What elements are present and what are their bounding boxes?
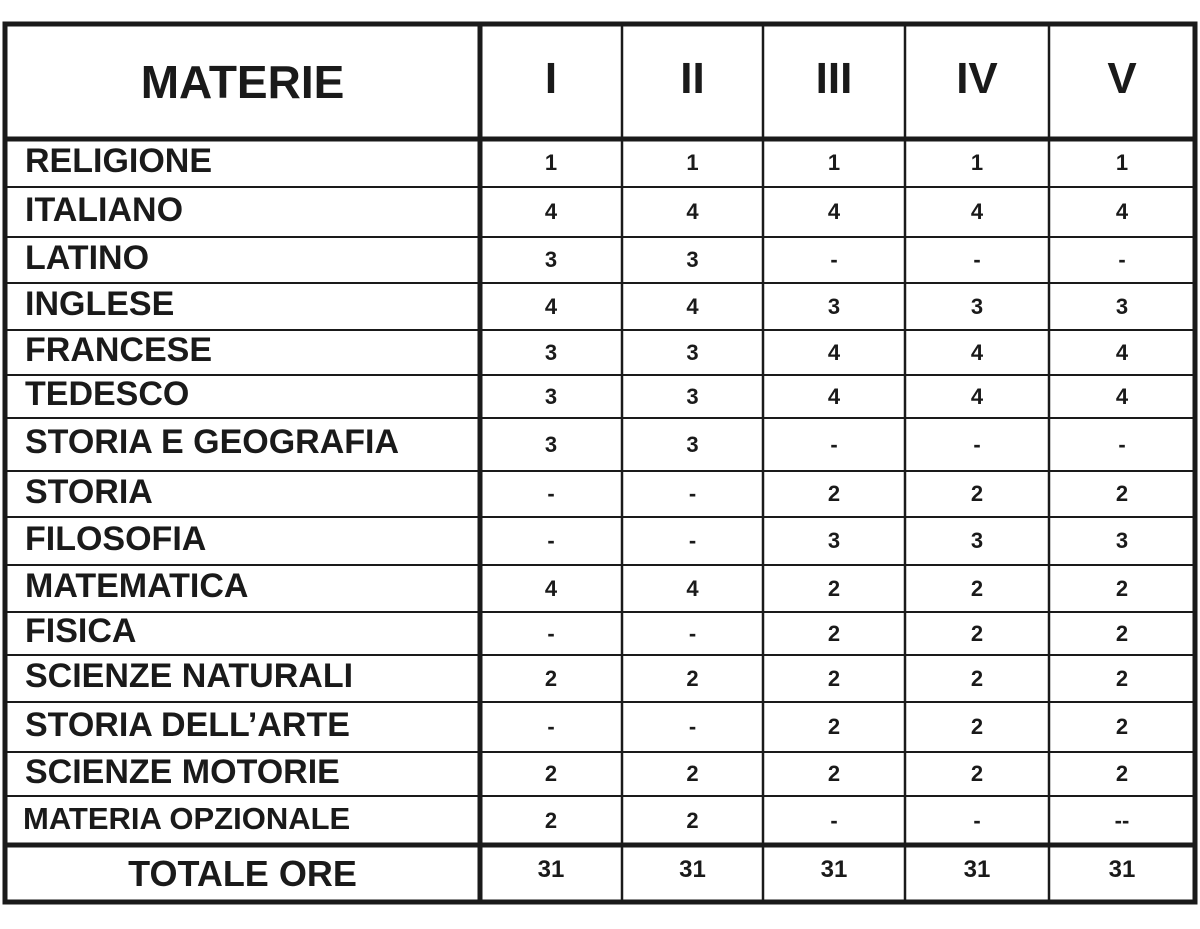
hours-cell: 2 <box>1115 481 1129 506</box>
subject-cell: ITALIANO <box>25 190 184 229</box>
subject-cell: STORIA DELL’ARTE <box>25 705 350 744</box>
hours-cell: 3 <box>544 383 558 409</box>
hours-cell: 2 <box>827 665 841 691</box>
hours-cell: 4 <box>970 383 984 409</box>
hours-cell: 2 <box>970 620 984 646</box>
hours-cell: 2 <box>827 714 841 739</box>
hours-cell: 2 <box>827 481 841 506</box>
hours-cell: - <box>973 431 981 457</box>
hours-cell: 4 <box>970 199 984 224</box>
hours-cell: 4 <box>544 575 558 601</box>
hours-cell: 1 <box>686 150 699 175</box>
hours-cell: 2 <box>1115 620 1129 646</box>
total-cell: 31 <box>537 855 565 883</box>
subject-cell: SCIENZE MOTORIE <box>25 752 340 791</box>
hours-cell: 4 <box>827 339 841 365</box>
hours-cell: 4 <box>686 293 699 319</box>
hours-cell: 2 <box>970 665 984 691</box>
hours-cell: 2 <box>827 761 841 786</box>
hours-cell: 3 <box>686 431 699 457</box>
hours-cell: 1 <box>1115 150 1129 175</box>
hours-cell: 2 <box>1115 665 1129 691</box>
hours-cell: 3 <box>827 293 841 319</box>
subject-cell: FRANCESE <box>25 331 213 369</box>
subject-cell: MATERIA OPZIONALE <box>23 800 351 836</box>
hours-cell: - <box>973 807 981 833</box>
hours-cell: - <box>547 528 555 553</box>
hours-cell: 2 <box>1115 714 1129 739</box>
hours-cell: 4 <box>686 575 699 601</box>
hours-cell: 3 <box>686 339 699 365</box>
hours-cell: - <box>688 620 697 646</box>
header-year: IV <box>956 53 998 103</box>
hours-cell: 2 <box>970 714 984 739</box>
hours-cell: - <box>1118 247 1126 272</box>
total-label: TOTALE ORE <box>128 852 357 894</box>
subject-cell: STORIA E GEOGRAFIA <box>25 423 400 461</box>
subject-cell: INGLESE <box>25 285 175 323</box>
subject-cell: TEDESCO <box>25 375 190 413</box>
hours-cell: 3 <box>544 431 558 457</box>
hours-cell: 4 <box>1115 383 1129 409</box>
subject-cell: RELIGIONE <box>25 141 213 180</box>
hours-cell: 4 <box>544 293 558 319</box>
hours-cell: 3 <box>970 528 984 553</box>
total-cell: 31 <box>963 855 991 883</box>
hours-cell: 2 <box>827 620 841 646</box>
hours-cell: 2 <box>686 665 699 691</box>
hours-cell: 2 <box>1115 575 1129 601</box>
subject-cell: FISICA <box>25 612 137 650</box>
hours-cell: 2 <box>544 665 558 691</box>
hours-cell: 4 <box>1115 199 1129 224</box>
hours-cell: 2 <box>544 761 558 786</box>
hours-cell: - <box>547 714 555 739</box>
hours-cell: 2 <box>970 481 984 506</box>
hours-cell: 4 <box>1115 339 1129 365</box>
hours-cell: - <box>830 431 838 457</box>
hours-cell: 2 <box>686 807 699 833</box>
hours-cell: - <box>547 481 555 506</box>
header-year: II <box>680 53 705 103</box>
hours-cell: 2 <box>544 807 558 833</box>
header-year: V <box>1107 53 1137 103</box>
subject-cell: LATINO <box>25 238 150 277</box>
hours-cell: - <box>688 528 697 553</box>
hours-cell: 4 <box>827 383 841 409</box>
hours-cell: 3 <box>686 383 699 409</box>
subject-cell: SCIENZE NATURALI <box>25 657 354 695</box>
hours-cell: 3 <box>827 528 841 553</box>
hours-cell: 4 <box>970 339 984 365</box>
hours-cell: 3 <box>1115 528 1129 553</box>
hours-cell: 4 <box>686 199 699 224</box>
header-subject: MATERIE <box>140 55 345 108</box>
total-cell: 31 <box>679 855 706 883</box>
hours-cell: - <box>830 247 838 272</box>
hours-cell: 2 <box>827 575 841 601</box>
total-cell: 31 <box>1108 855 1136 883</box>
hours-cell: 3 <box>544 247 558 272</box>
hours-cell: 3 <box>1115 293 1129 319</box>
hours-cell: 2 <box>970 575 984 601</box>
hours-cell: -- <box>1114 807 1130 833</box>
hours-cell: 2 <box>1115 761 1129 786</box>
subject-cell: STORIA <box>25 472 153 511</box>
hours-cell: 3 <box>544 339 558 365</box>
hours-cell: 2 <box>970 761 984 786</box>
hours-cell: 4 <box>544 199 558 224</box>
hours-cell: 3 <box>970 293 984 319</box>
subject-cell: FILOSOFIA <box>25 519 207 558</box>
hours-cell: - <box>1118 431 1126 457</box>
hours-cell: - <box>688 714 697 739</box>
hours-cell: 1 <box>827 150 841 175</box>
hours-cell: 1 <box>544 150 558 175</box>
hours-cell: 1 <box>970 150 984 175</box>
hours-cell: 2 <box>686 761 699 786</box>
hours-cell: - <box>973 247 981 272</box>
header-year: III <box>815 53 853 103</box>
hours-cell: - <box>547 620 555 646</box>
hours-cell: 4 <box>827 199 841 224</box>
header-year: I <box>544 53 558 103</box>
hours-cell: - <box>830 807 838 833</box>
subject-cell: MATEMATICA <box>25 567 249 605</box>
total-cell: 31 <box>820 855 848 883</box>
hours-cell: - <box>688 481 697 506</box>
hours-cell: 3 <box>686 247 699 272</box>
